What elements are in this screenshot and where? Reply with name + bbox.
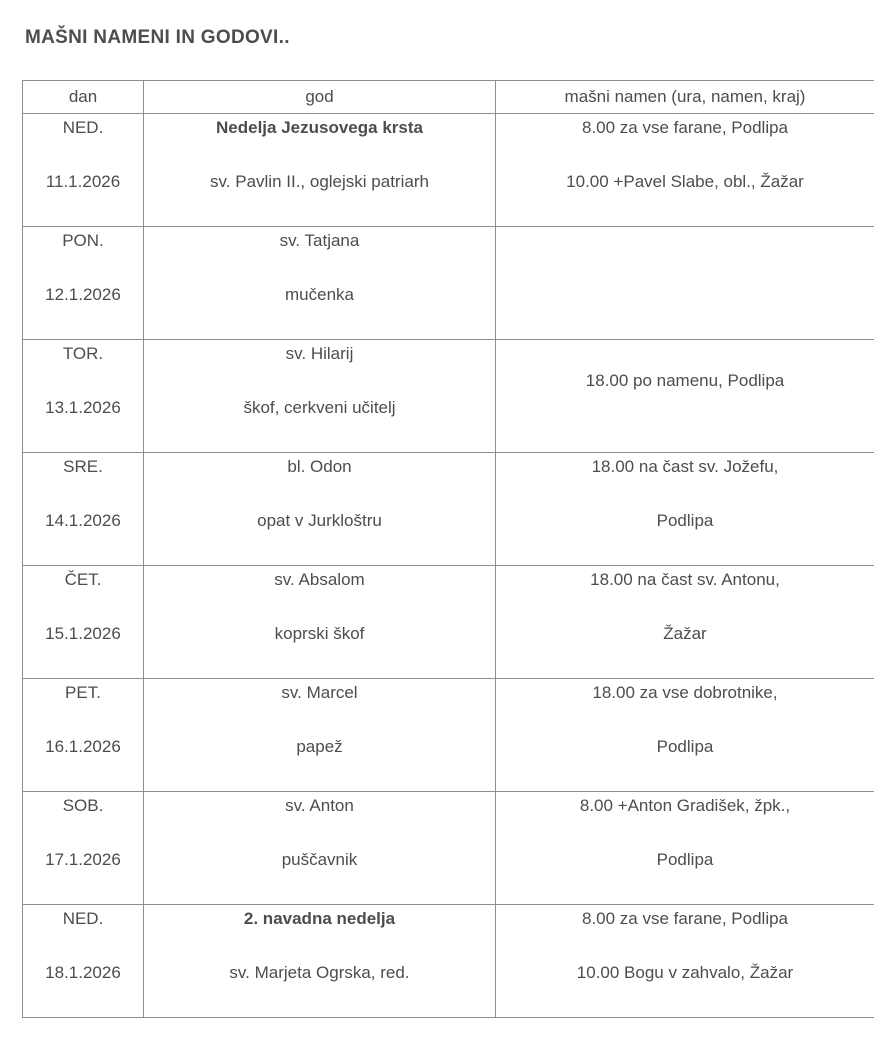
- god-cell: [144, 566, 496, 679]
- table-row: [23, 566, 874, 679]
- table-row: [23, 114, 874, 227]
- cell-line: Podlipa: [504, 509, 866, 533]
- cell-line: 17.1.2026: [31, 848, 135, 872]
- table-row: [23, 679, 874, 792]
- cell-line: koprski škof: [152, 622, 487, 646]
- cell-line: 18.00 na čast sv. Jožefu,: [504, 455, 866, 479]
- header-namen: mašni namen (ura, namen, kraj): [496, 81, 874, 114]
- cell-line: TOR.: [31, 342, 135, 366]
- cell-line: sv. Marcel: [152, 681, 487, 705]
- page: [0, 28, 874, 1052]
- cell-line: 12.1.2026: [31, 283, 135, 307]
- cell-line: Podlipa: [504, 848, 866, 872]
- cell-line: 14.1.2026: [31, 509, 135, 533]
- cell-line: bl. Odon: [152, 455, 487, 479]
- cell-line: 2. navadna nedelja: [152, 907, 487, 931]
- table-row: [23, 792, 874, 905]
- cell-line: 10.00 Bogu v zahvalo, Žažar: [504, 961, 866, 985]
- cell-line: ČET.: [31, 568, 135, 592]
- table-row: [23, 453, 874, 566]
- god-cell: [144, 792, 496, 905]
- cell-line: sv. Hilarij: [152, 342, 487, 366]
- header-row: [23, 81, 874, 114]
- header-god: god: [144, 81, 496, 114]
- cell-line: mučenka: [152, 283, 487, 307]
- cell-line: sv. Marjeta Ogrska, red.: [152, 961, 487, 985]
- cell-line: PON.: [31, 229, 135, 253]
- cell-line: NED.: [31, 907, 135, 931]
- namen-cell: [496, 792, 874, 905]
- day-cell: [23, 792, 144, 905]
- cell-line: 16.1.2026: [31, 735, 135, 759]
- cell-line: sv. Absalom: [152, 568, 487, 592]
- cell-line: puščavnik: [152, 848, 487, 872]
- day-cell: [23, 679, 144, 792]
- day-cell: [23, 905, 144, 1018]
- cell-line: 18.1.2026: [31, 961, 135, 985]
- namen-cell: [496, 566, 874, 679]
- cell-line: 8.00 za vse farane, Podlipa: [504, 907, 866, 931]
- schedule-body: [23, 114, 874, 1018]
- cell-line: 8.00 +Anton Gradišek, žpk.,: [504, 794, 866, 818]
- cell-line: SOB.: [31, 794, 135, 818]
- namen-cell: [496, 114, 874, 227]
- god-cell: [144, 340, 496, 453]
- cell-line: 18.00 na čast sv. Antonu,: [504, 568, 866, 592]
- cell-line: 8.00 za vse farane, Podlipa: [504, 116, 866, 140]
- table-row: [23, 905, 874, 1018]
- namen-cell: [496, 227, 874, 340]
- cell-line: opat v Jurkloštru: [152, 509, 487, 533]
- cell-line: PET.: [31, 681, 135, 705]
- day-cell: [23, 114, 144, 227]
- cell-line: 18.00 za vse dobrotnike,: [504, 681, 866, 705]
- cell-line: SRE.: [31, 455, 135, 479]
- cell-line: 11.1.2026: [31, 170, 135, 194]
- cell-line: NED.: [31, 116, 135, 140]
- cell-line: 18.00 po namenu, Podlipa: [504, 369, 866, 393]
- mass-schedule-table: [22, 80, 874, 1018]
- cell-line: Nedelja Jezusovega krsta: [152, 116, 487, 140]
- god-cell: [144, 453, 496, 566]
- cell-line: 15.1.2026: [31, 622, 135, 646]
- cell-line: sv. Anton: [152, 794, 487, 818]
- cell-line: Žažar: [504, 622, 866, 646]
- table-row: [23, 227, 874, 340]
- cell-line: sv. Tatjana: [152, 229, 487, 253]
- cell-line: papež: [152, 735, 487, 759]
- cell-line: 10.00 +Pavel Slabe, obl., Žažar: [504, 170, 866, 194]
- namen-cell: [496, 453, 874, 566]
- day-cell: [23, 566, 144, 679]
- day-cell: [23, 340, 144, 453]
- cell-line: sv. Pavlin II., oglejski patriarh: [152, 170, 487, 194]
- day-cell: [23, 453, 144, 566]
- table-row: [23, 340, 874, 453]
- god-cell: [144, 114, 496, 227]
- namen-cell: [496, 905, 874, 1018]
- page-title: MAŠNI NAMENI IN GODOVI..: [25, 28, 874, 47]
- namen-cell: [496, 340, 874, 453]
- god-cell: [144, 679, 496, 792]
- cell-line: 13.1.2026: [31, 396, 135, 420]
- god-cell: [144, 905, 496, 1018]
- god-cell: [144, 227, 496, 340]
- day-cell: [23, 227, 144, 340]
- header-day: dan: [23, 81, 144, 114]
- cell-line: Podlipa: [504, 735, 866, 759]
- cell-line: škof, cerkveni učitelj: [152, 396, 487, 420]
- namen-cell: [496, 679, 874, 792]
